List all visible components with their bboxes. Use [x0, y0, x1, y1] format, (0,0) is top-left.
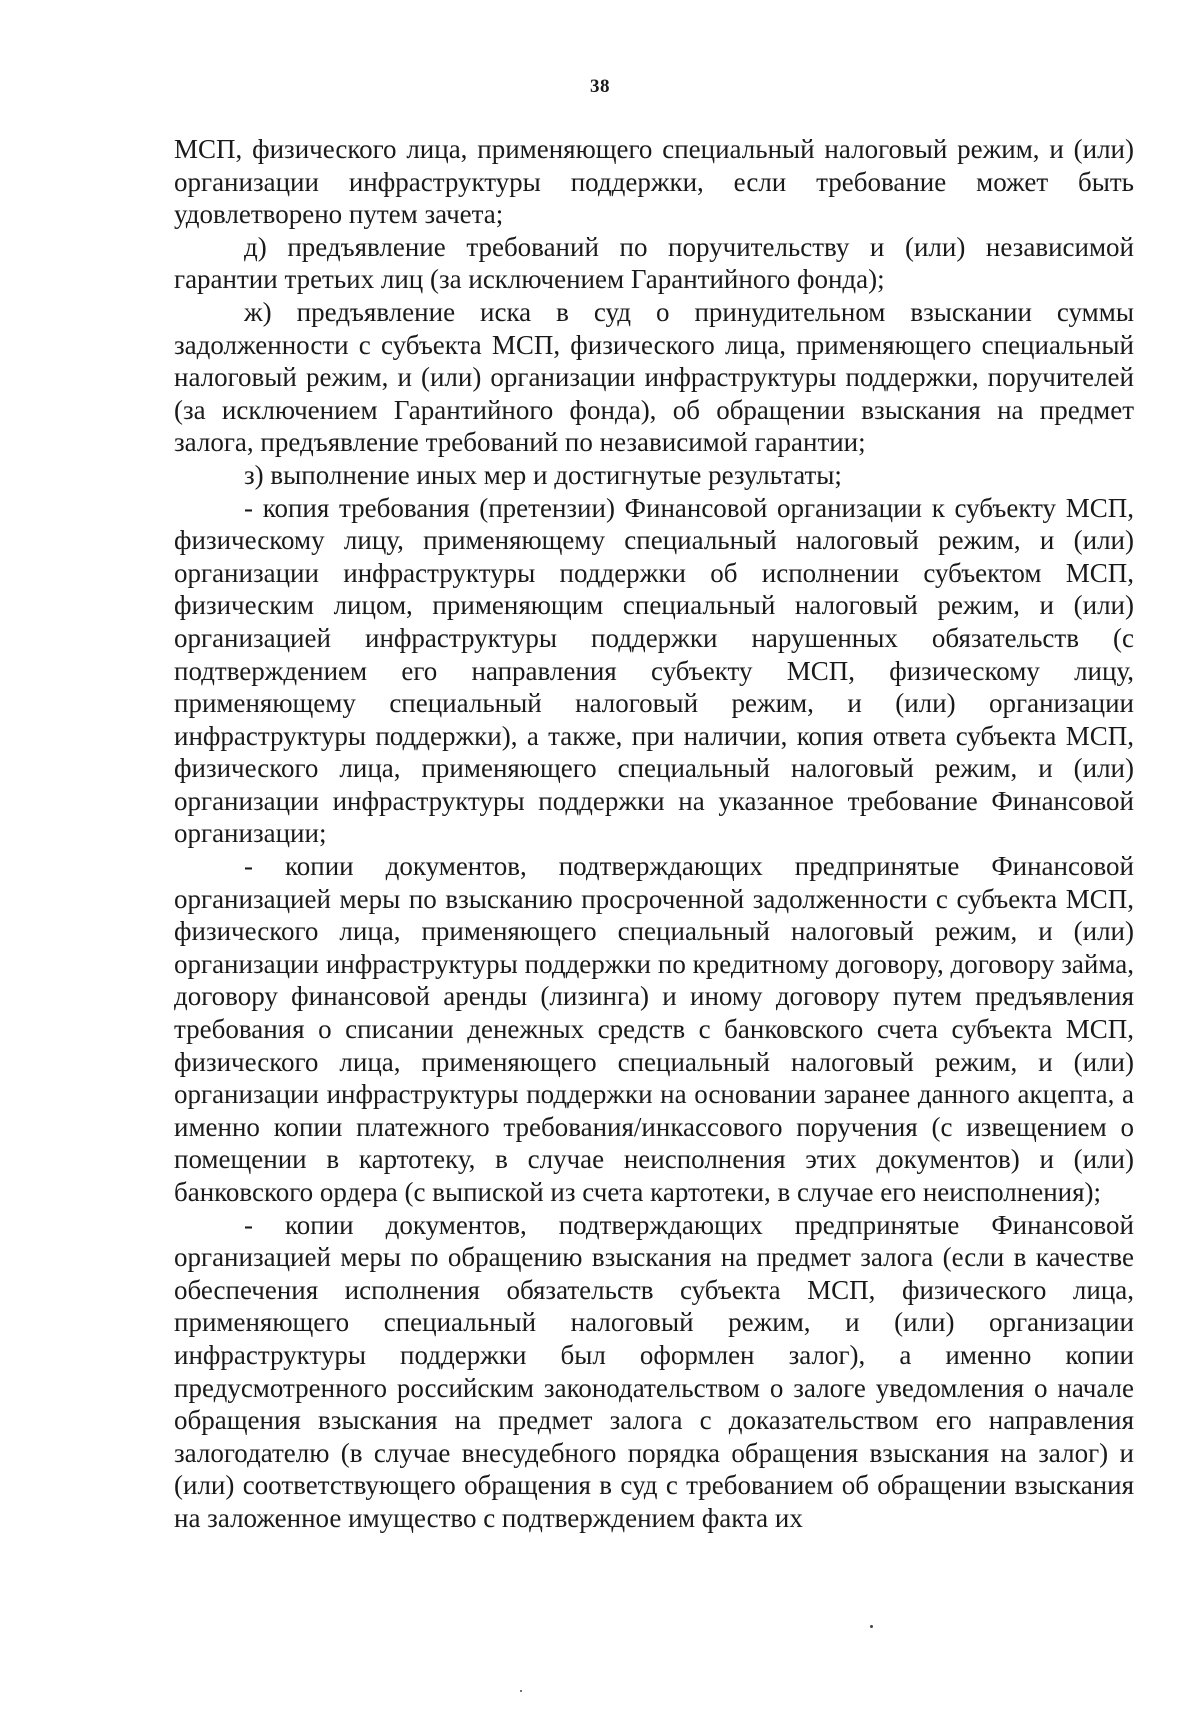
scan-speck: [520, 1690, 522, 1692]
paragraph-item-zh: ж) предъявление иска в суд о принудительном взыскании суммы задолженности с субъекта МСП, физического лица, применяющего специальный налоговый режим, и (или) организации инфраструктуры поддержки, поручителей (за исключением Гарантийного фонда), об обращении взыскания на предмет залога, предъявление требований по независимой гарантии;: [174, 296, 1134, 458]
paragraph-bullet-collateral-documents: - копии документов, подтверждающих предпринятые Финансовой организацией меры по обращению взыскания на предмет залога (если в качестве обеспечения исполнения обязательств субъекта МСП, физического лица, применяющего специальный налоговый режим, и (или) организации инфраструктуры поддержки был оформлен залог), а именно копии предусмотренного российским законодательством о залоге уведомления о начале обращения взыскания на предмет залога с доказательством его направления залогодателю (в случае внесудебного порядка обращения взыскания на залог) и (или) соответствующего обращения в суд с требованием об обращении взыскания на заложенное имущество с подтверждением факта их: [174, 1209, 1134, 1533]
paragraph-bullet-recovery-documents: - копии документов, подтверждающих предпринятые Финансовой организацией меры по взысканию просроченной задолженности с субъекта МСП, физического лица, применяющего специальный налоговый режим, и (или) организации инфраструктуры поддержки по кредитному договору, договору займа, договору финансовой аренды (лизинга) и иному договору путем предъявления требования о списании денежных средств с банковского счета субъекта МСП, физического лица, применяющего специальный налоговый режим, и (или) организации инфраструктуры поддержки на основании заранее данного акцепта, а именно копии платежного требования/инкассового поручения (с извещением о помещении в картотеку, в случае неисполнения этих документов) и (или) банковского ордера (с выпиской из счета картотеки, в случае его неисполнения);: [174, 851, 1134, 1207]
page-number: 38: [590, 76, 610, 97]
document-body: [174, 133, 1134, 1535]
paragraph-item-z: з) выполнение иных мер и достигнутые результаты;: [244, 459, 842, 490]
paragraph-item-d: д) предъявление требований по поручительству и (или) независимой гарантии третьих лиц (за исключением Гарантийного фонда);: [174, 231, 1134, 295]
paragraph-continuation: МСП, физического лица, применяющего специальный налоговый режим, и (или) организации инфраструктуры поддержки, если требование может быть удовлетворено путем зачета;: [174, 134, 1134, 230]
scan-speck: [870, 1625, 873, 1628]
paragraph-bullet-claim-copy: - копия требования (претензии) Финансовой организации к субъекту МСП, физическому лицу, применяющему специальный налоговый режим, и (или) организации инфраструктуры поддержки об исполнении субъектом МСП, физическим лицом, применяющим специальный налоговый режим, и (или) организацией инфраструктуры поддержки нарушенных обязательств (с подтверждением его направления субъекту МСП, физическому лицу, применяющему специальный налоговый режим, и (или) организации инфраструктуры поддержки), а также, при наличии, копия ответа субъекта МСП, физического лица, применяющего специальный налоговый режим, и (или) организации инфраструктуры поддержки на указанное требование Финансовой организации;: [174, 492, 1134, 849]
